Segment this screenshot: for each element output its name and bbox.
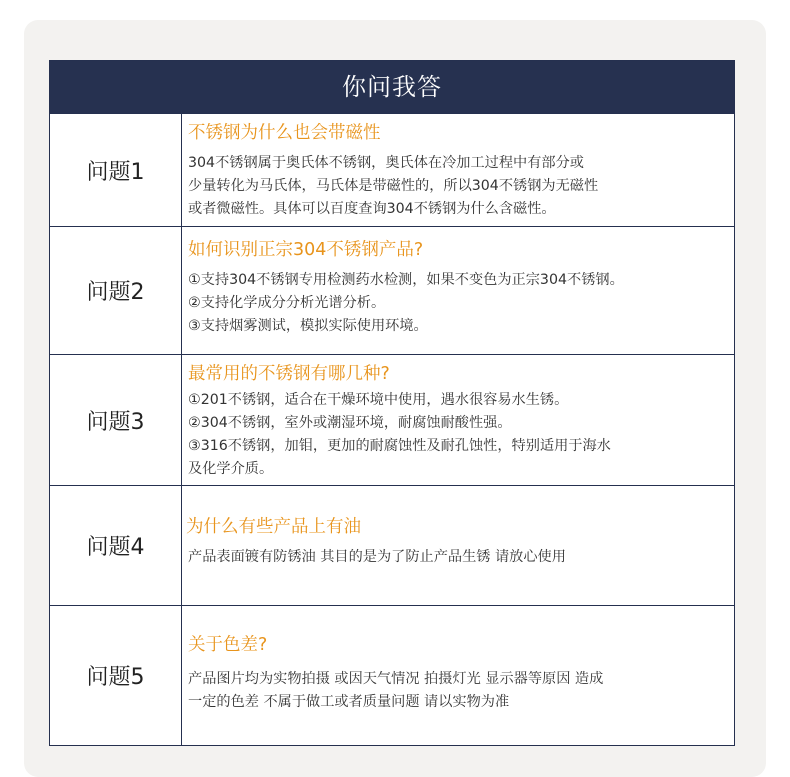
- answer-line: ①支持304不锈钢专用检测药水检测，如果不变色为正宗304不锈钢。: [188, 272, 624, 288]
- answer-cell: [182, 486, 734, 605]
- answer-line: ③316不锈钢，加钼，更加的耐腐蚀性及耐孔蚀性，特别适用于海水: [188, 438, 611, 454]
- question-title: 不锈钢为什么也会带磁性: [188, 123, 381, 143]
- question-label: 问题3: [50, 355, 182, 485]
- question-label: 问题5: [50, 606, 182, 745]
- faq-header: 你问我答: [50, 61, 734, 113]
- answer-line: 304不锈钢属于奥氏体不锈钢，奥氏体在冷加工过程中有部分或: [188, 155, 584, 171]
- question-label: 问题2: [50, 227, 182, 354]
- question-title: 关于色差?: [188, 635, 268, 655]
- faq-row-4: [50, 485, 734, 605]
- answer-line: ①201不锈钢，适合在干燥环境中使用，遇水很容易水生锈。: [188, 392, 569, 408]
- answer-line: ②304不锈钢，室外或潮湿环境，耐腐蚀耐酸性强。: [188, 415, 512, 431]
- answer-line: ③支持烟雾测试，模拟实际使用环境。: [188, 318, 428, 334]
- answer-line: 少量转化为马氏体，马氏体是带磁性的，所以304不锈钢为无磁性: [188, 178, 599, 194]
- question-label: 问题4: [50, 486, 182, 605]
- answer-line: 或者微磁性。具体可以百度查询304不锈钢为什么含磁性。: [188, 201, 556, 217]
- faq-table: [49, 60, 735, 746]
- answer-line: 产品图片均为实物拍摄 或因天气情况 拍摄灯光 显示器等原因 造成: [188, 671, 604, 687]
- faq-row-5: [50, 605, 734, 745]
- faq-row-3: [50, 354, 734, 485]
- answer-cell: [182, 355, 734, 485]
- answer-line: ②支持化学成分分析光谱分析。: [188, 295, 386, 311]
- question-title: 为什么有些产品上有油: [186, 517, 361, 537]
- answer-line: 及化学介质。: [188, 461, 274, 477]
- faq-row-2: [50, 226, 734, 354]
- answer-cell: [182, 227, 734, 354]
- question-title: 如何识别正宗304不锈钢产品?: [188, 240, 424, 260]
- question-label: 问题1: [50, 114, 182, 226]
- answer-line: 产品表面镀有防锈油 其目的是为了防止产品生锈 请放心使用: [188, 549, 566, 565]
- faq-row-1: [50, 113, 734, 226]
- answer-line: 一定的色差 不属于做工或者质量问题 请以实物为准: [188, 694, 510, 710]
- question-title: 最常用的不锈钢有哪几种?: [188, 364, 390, 384]
- answer-cell: [182, 606, 734, 745]
- answer-cell: [182, 114, 734, 226]
